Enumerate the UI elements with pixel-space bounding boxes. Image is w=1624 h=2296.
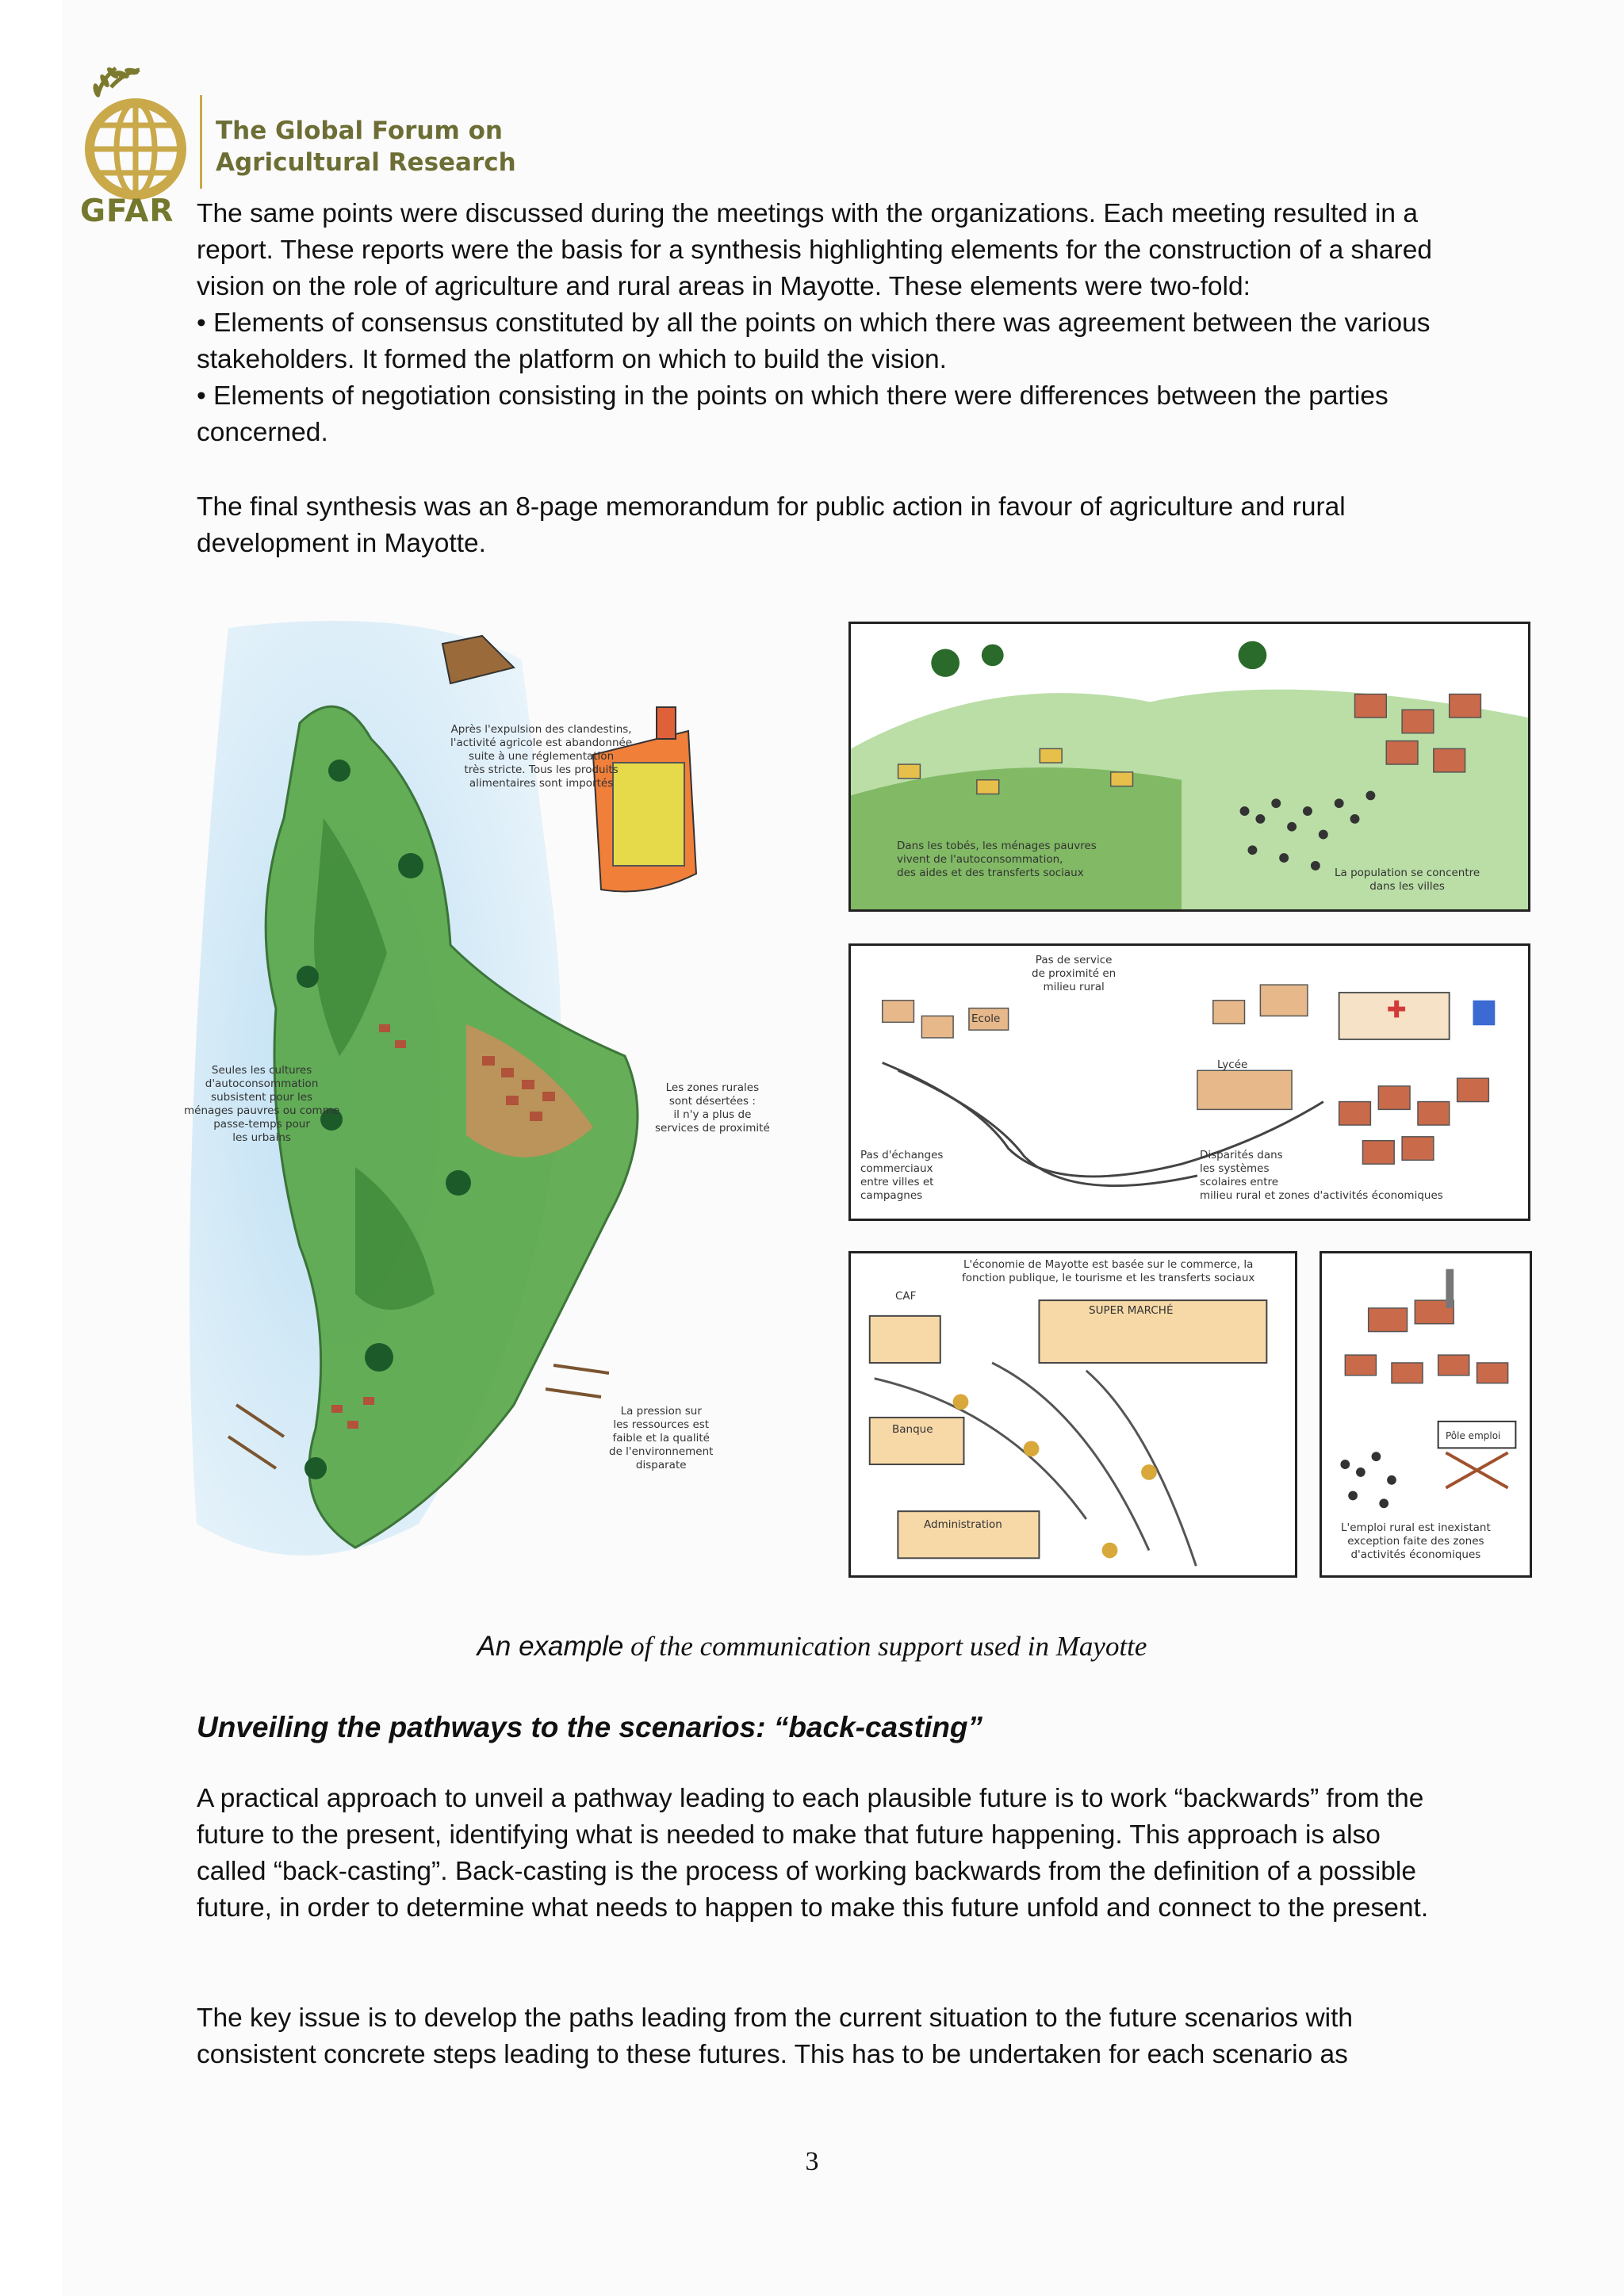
panel3-label-administration: Administration [924,1518,1002,1531]
note-line: Dans les tobés, les ménages pauvres [897,840,1097,852]
note-line: L'économie de Mayotte est basée sur le commerce, la [963,1258,1254,1271]
note-line: très stricte. Tous les produits [464,763,619,776]
note-line: La pression sur [620,1405,702,1418]
panel-employment [1320,1251,1532,1578]
note-line: L'emploi rural est inexistant [1341,1521,1491,1534]
note-line: d'autoconsommation [205,1077,319,1090]
panel3-label-supermarche: SUPER MARCHÉ [1089,1304,1174,1317]
note-line: Après l'expulsion des clandestins, [450,723,632,736]
note-line: dans les villes [1369,880,1445,893]
intro-paragraph-2: The final synthesis was an 8-page memorandum for public action in favour of agriculture and rural development in Mayotte. [197,492,1346,558]
note-line: il n'y a plus de [673,1108,752,1121]
panel3-label-banque: Banque [892,1423,933,1436]
logo-divider [200,95,202,189]
panel-rural-urban [848,622,1530,912]
note-line: entre villes et [860,1176,934,1188]
note-line: de l'environnement [609,1445,714,1458]
note-line: passe-temps pour [213,1118,310,1131]
intro-block [197,196,1450,451]
note-line: fonction publique, le tourisme et les transferts sociaux [962,1272,1255,1284]
panel4-label-pole-emploi: Pôle emploi [1446,1430,1501,1441]
panel2-label-lycee: Lycée [1217,1058,1248,1071]
section-heading: Unveiling the pathways to the scenarios: “back-casting” [197,1711,983,1743]
page-number: 3 [805,2147,819,2176]
note-line: de proximité en [1032,967,1116,980]
gfar-acronym: GFAR [80,193,174,229]
note-line: Pas d'échanges [860,1149,944,1161]
note-line: services de proximité [655,1122,770,1135]
intro-paragraph-1: The same points were discussed during the meetings with the organizations. Each meeting resulted in a report. These reports were the basis for a synthesis highlighting elements for the construction of a shared vision on the role of agriculture and rural areas in Mayotte. These elements were two-fold: [197,199,1432,301]
note-line: exception faite des zones [1347,1535,1484,1548]
panel2-note-disparites [1200,1149,1443,1203]
note-line: Pas de service [1035,954,1113,966]
section-paragraph-2: The key issue is to develop the paths leading from the current situation to the future scenarios with consistent concrete steps leading to these futures. This has to be undertaken for each scenario as [197,2003,1354,2069]
note-line: Les zones rurales [665,1081,760,1094]
note-line: alimentaires sont importés [469,777,614,790]
panel1-note-tobes [897,840,1097,880]
panel-services [848,943,1530,1221]
note-line: milieu rural et zones d'activités économiques [1200,1189,1443,1202]
note-line: les systèmes [1200,1162,1270,1175]
org-name-line1: The Global Forum on [216,117,503,145]
panel1-note-population [1335,867,1480,894]
panel2-note-service [1032,954,1116,994]
org-name-line2: Agricultural Research [216,148,516,177]
note-line: les ressources est [613,1418,710,1431]
note-line: scolaires entre [1200,1176,1279,1188]
note-line: des aides et des transferts sociaux [897,867,1084,879]
note-line: disparate [635,1459,687,1471]
figure-caption [0,1628,1624,1666]
note-line: sont désertées : [668,1095,756,1108]
intro-bullet-2: • Elements of negotiation consisting in the points on which there were differences between the parties concerned. [197,381,1388,447]
note-line: l'activité agricole est abandonnée [450,737,633,749]
intro-bullet-1: • Elements of consensus constituted by all the points on which there was agreement between the various stakeholders. It formed the platform on which to build the vision. [197,308,1431,374]
note-line: vivent de l'autoconsommation, [897,853,1063,866]
panel2-note-echanges [860,1149,943,1203]
map-note-cultures [184,1064,339,1145]
panel4-note-emploi [1341,1521,1491,1562]
note-line: d'activités économiques [1350,1548,1481,1561]
note-line: subsistent pour les [211,1091,313,1104]
map-note-pression [609,1405,713,1472]
panel3-label-caf: CAF [895,1290,917,1303]
note-line: milieu rural [1043,981,1105,993]
note-line: commerciaux [860,1162,933,1175]
note-line: Seules les cultures [211,1064,312,1077]
mayotte-map-illustration [181,612,839,1587]
panel2-label-ecole: Ecole [971,1012,1001,1025]
map-note-zones-rurales [655,1081,770,1135]
map-note-expulsion [450,723,632,790]
panel3-note-economie [962,1258,1254,1285]
note-line: les urbains [232,1131,291,1144]
note-line: faible et la qualité [612,1432,710,1445]
note-line: suite à une réglementation [469,750,615,763]
figure-caption-rest: of the communication support used in Mayotte [623,1631,1147,1662]
organization-name [216,115,516,178]
panel-economy [848,1251,1297,1578]
section-paragraph-1: A practical approach to unveil a pathway leading to each plausible future is to work “backwards” from the future to the present, identifying what is needed to make that future happening. This approach is also called “back-casting”. Back-casting is the process of working backwards from the definition of a possible future, in order to determine what needs to happen to make this future unfold and connect to the present. [197,1784,1429,1923]
note-line: La population se concentre [1335,867,1480,879]
note-line: Disparités dans [1200,1149,1283,1161]
note-line: campagnes [860,1189,923,1202]
figure-caption-lead: An example [477,1631,624,1662]
note-line: ménages pauvres ou comme [184,1104,340,1117]
